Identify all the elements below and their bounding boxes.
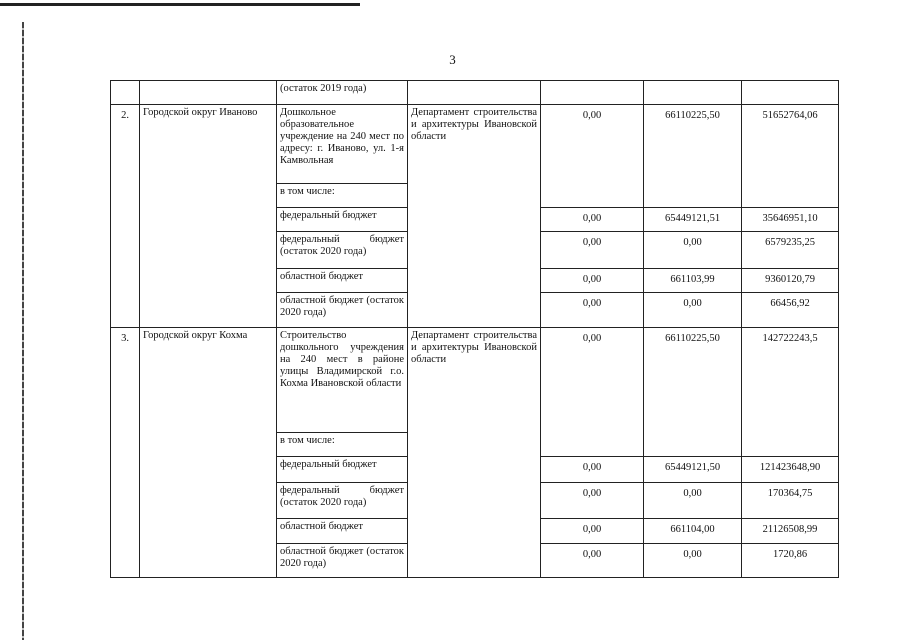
object-cell: Дошкольное образовательное учреждение на 240 мест по адресу: г. Иваново, ул. 1-я Камвольная	[277, 105, 408, 184]
value-cell: 35646951,10	[742, 208, 839, 232]
department-cell: Департамент строительства и архитектуры Ивановской области	[408, 105, 541, 328]
table-row	[111, 328, 839, 433]
value-cell: 66110225,50	[644, 105, 742, 208]
budget-label: областной бюджет (остаток 2020 года)	[277, 293, 408, 328]
row-number: 2.	[111, 105, 140, 328]
value-cell: 0,00	[541, 483, 644, 519]
object-cell: (остаток 2019 года)	[277, 81, 408, 105]
budget-label: федеральный бюджет	[277, 208, 408, 232]
value-cell: 9360120,79	[742, 269, 839, 293]
value-cell: 0,00	[541, 519, 644, 544]
value-cell: 0,00	[541, 105, 644, 208]
value-cell: 0,00	[644, 232, 742, 269]
recipient-cell: Городской округ Кохма	[140, 328, 277, 578]
budget-label: федеральный бюджет (остаток 2020 года)	[277, 483, 408, 519]
value-cell: 0,00	[644, 293, 742, 328]
value-cell: 0,00	[541, 293, 644, 328]
value-cell: 0,00	[541, 457, 644, 483]
value-cell: 66456,92	[742, 293, 839, 328]
budget-label: областной бюджет (остаток 2020 года)	[277, 544, 408, 578]
value-cell: 0,00	[541, 269, 644, 293]
value-cell: 0,00	[541, 232, 644, 269]
budget-label: областной бюджет	[277, 519, 408, 544]
value-cell: 66110225,50	[644, 328, 742, 457]
object-cell: Строительство дошкольного учреждения на 240 мест в районе улицы Владимирской г.о. Кохма Ивановской области	[277, 328, 408, 433]
including-label: в том числе:	[277, 433, 408, 457]
value-cell: 51652764,06	[742, 105, 839, 208]
value-cell: 661103,99	[644, 269, 742, 293]
row-number: 3.	[111, 328, 140, 578]
scan-artifact-left	[22, 22, 24, 640]
table-row	[111, 81, 839, 105]
value-cell: 21126508,99	[742, 519, 839, 544]
budget-label: федеральный бюджет	[277, 457, 408, 483]
value-cell: 661104,00	[644, 519, 742, 544]
value-cell: 65449121,51	[644, 208, 742, 232]
recipient-cell: Городской округ Иваново	[140, 105, 277, 328]
value-cell: 0,00	[541, 544, 644, 578]
including-label: в том числе:	[277, 184, 408, 208]
scan-artifact-top	[0, 3, 360, 6]
value-cell: 0,00	[644, 544, 742, 578]
value-cell: 0,00	[644, 483, 742, 519]
value-cell: 121423648,90	[742, 457, 839, 483]
value-cell: 0,00	[541, 328, 644, 457]
budget-label: федеральный бюджет (остаток 2020 года)	[277, 232, 408, 269]
value-cell: 65449121,50	[644, 457, 742, 483]
budget-label: областной бюджет	[277, 269, 408, 293]
funding-table	[110, 80, 839, 578]
value-cell: 1720,86	[742, 544, 839, 578]
department-cell: Департамент строительства и архитектуры Ивановской области	[408, 328, 541, 578]
value-cell: 0,00	[541, 208, 644, 232]
value-cell: 142722243,5	[742, 328, 839, 457]
page-number: 3	[449, 52, 456, 67]
table-row	[111, 105, 839, 184]
value-cell: 170364,75	[742, 483, 839, 519]
value-cell: 6579235,25	[742, 232, 839, 269]
